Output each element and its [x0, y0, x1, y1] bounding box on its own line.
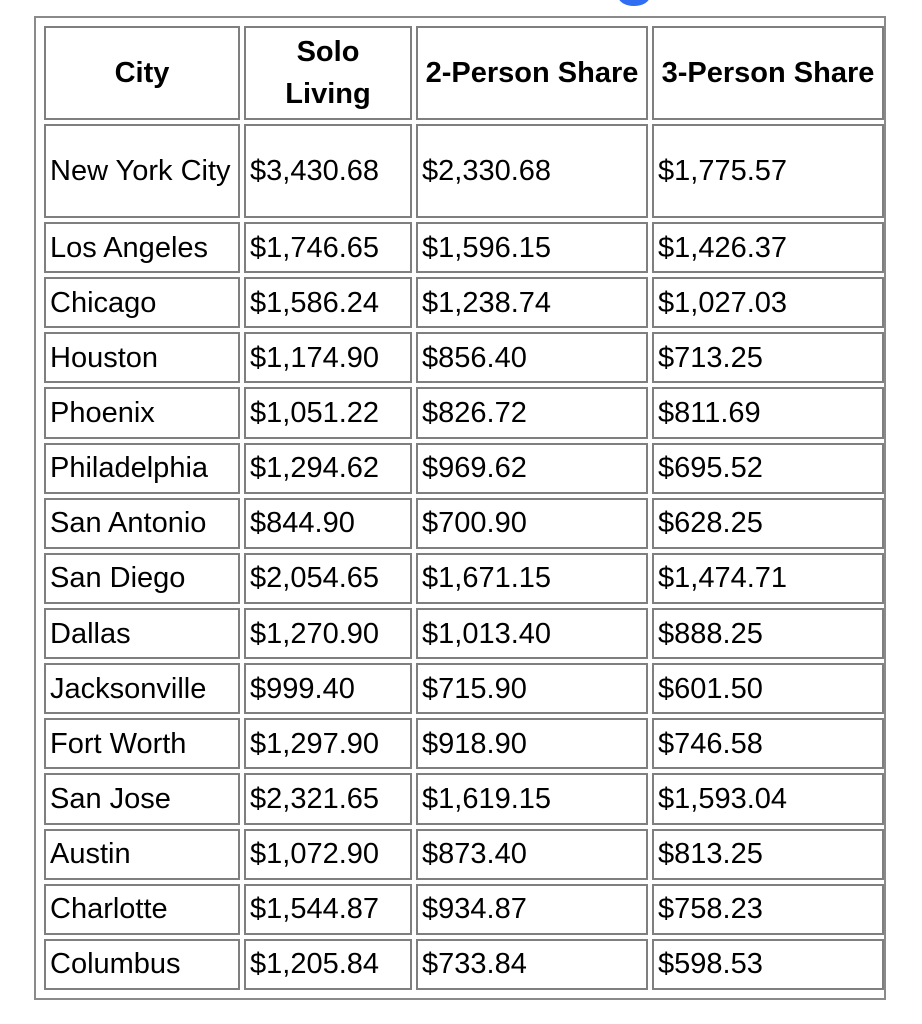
cell-3-person-share: $811.69 — [652, 387, 884, 438]
header-city: City — [44, 26, 240, 120]
table-row — [44, 608, 884, 659]
header-2-person-share: 2-Person Share — [416, 26, 648, 120]
cell-3-person-share: $628.25 — [652, 498, 884, 549]
cell-city: Philadelphia — [44, 443, 240, 494]
cell-2-person-share: $715.90 — [416, 663, 648, 714]
cell-3-person-share: $746.58 — [652, 718, 884, 769]
cell-city: Charlotte — [44, 884, 240, 935]
cell-solo-living: $999.40 — [244, 663, 412, 714]
cell-2-person-share: $918.90 — [416, 718, 648, 769]
table-row — [44, 773, 884, 824]
cell-city: Houston — [44, 332, 240, 383]
rent-comparison-table — [40, 22, 888, 994]
cell-solo-living: $844.90 — [244, 498, 412, 549]
cell-2-person-share: $969.62 — [416, 443, 648, 494]
table-row — [44, 718, 884, 769]
rent-table-container — [34, 16, 886, 1000]
cell-solo-living: $2,321.65 — [244, 773, 412, 824]
cell-city: San Jose — [44, 773, 240, 824]
cell-3-person-share: $598.53 — [652, 939, 884, 990]
cell-solo-living: $1,174.90 — [244, 332, 412, 383]
cell-3-person-share: $1,474.71 — [652, 553, 884, 604]
cell-solo-living: $1,746.65 — [244, 222, 412, 273]
cell-3-person-share: $1,027.03 — [652, 277, 884, 328]
cell-city: Fort Worth — [44, 718, 240, 769]
cell-2-person-share: $1,596.15 — [416, 222, 648, 273]
cell-3-person-share: $1,593.04 — [652, 773, 884, 824]
cell-solo-living: $1,294.62 — [244, 443, 412, 494]
cell-2-person-share: $1,013.40 — [416, 608, 648, 659]
table-row — [44, 443, 884, 494]
cell-city: Los Angeles — [44, 222, 240, 273]
cell-solo-living: $1,205.84 — [244, 939, 412, 990]
cell-2-person-share: $1,238.74 — [416, 277, 648, 328]
partial-blue-icon — [618, 0, 650, 6]
cell-city: San Diego — [44, 553, 240, 604]
cell-3-person-share: $888.25 — [652, 608, 884, 659]
table-row — [44, 498, 884, 549]
cell-2-person-share: $826.72 — [416, 387, 648, 438]
header-solo-living: Solo Living — [244, 26, 412, 120]
cell-2-person-share: $700.90 — [416, 498, 648, 549]
cell-2-person-share: $934.87 — [416, 884, 648, 935]
cell-2-person-share: $873.40 — [416, 829, 648, 880]
cell-city: San Antonio — [44, 498, 240, 549]
cell-2-person-share: $2,330.68 — [416, 124, 648, 218]
cell-3-person-share: $601.50 — [652, 663, 884, 714]
cell-city: Phoenix — [44, 387, 240, 438]
table-row — [44, 829, 884, 880]
table-row — [44, 332, 884, 383]
cell-3-person-share: $813.25 — [652, 829, 884, 880]
cell-city: Dallas — [44, 608, 240, 659]
table-header — [44, 26, 884, 120]
cell-solo-living: $1,051.22 — [244, 387, 412, 438]
cell-3-person-share: $1,775.57 — [652, 124, 884, 218]
table-body — [44, 124, 884, 990]
header-3-person-share: 3-Person Share — [652, 26, 884, 120]
cell-2-person-share: $1,671.15 — [416, 553, 648, 604]
cell-2-person-share: $856.40 — [416, 332, 648, 383]
table-row — [44, 124, 884, 218]
cell-solo-living: $3,430.68 — [244, 124, 412, 218]
cell-3-person-share: $695.52 — [652, 443, 884, 494]
table-row — [44, 553, 884, 604]
cell-3-person-share: $713.25 — [652, 332, 884, 383]
table-row — [44, 387, 884, 438]
table-row — [44, 277, 884, 328]
table-row — [44, 884, 884, 935]
cell-solo-living: $2,054.65 — [244, 553, 412, 604]
cell-2-person-share: $733.84 — [416, 939, 648, 990]
cell-2-person-share: $1,619.15 — [416, 773, 648, 824]
table-row — [44, 222, 884, 273]
cell-solo-living: $1,270.90 — [244, 608, 412, 659]
cell-solo-living: $1,297.90 — [244, 718, 412, 769]
cell-city: Columbus — [44, 939, 240, 990]
cell-solo-living: $1,072.90 — [244, 829, 412, 880]
cell-city: New York City — [44, 124, 240, 218]
cell-3-person-share: $1,426.37 — [652, 222, 884, 273]
cell-city: Austin — [44, 829, 240, 880]
cell-city: Jacksonville — [44, 663, 240, 714]
cell-city: Chicago — [44, 277, 240, 328]
cell-solo-living: $1,544.87 — [244, 884, 412, 935]
cell-3-person-share: $758.23 — [652, 884, 884, 935]
table-row — [44, 663, 884, 714]
cell-solo-living: $1,586.24 — [244, 277, 412, 328]
header-row — [44, 26, 884, 120]
table-row — [44, 939, 884, 990]
